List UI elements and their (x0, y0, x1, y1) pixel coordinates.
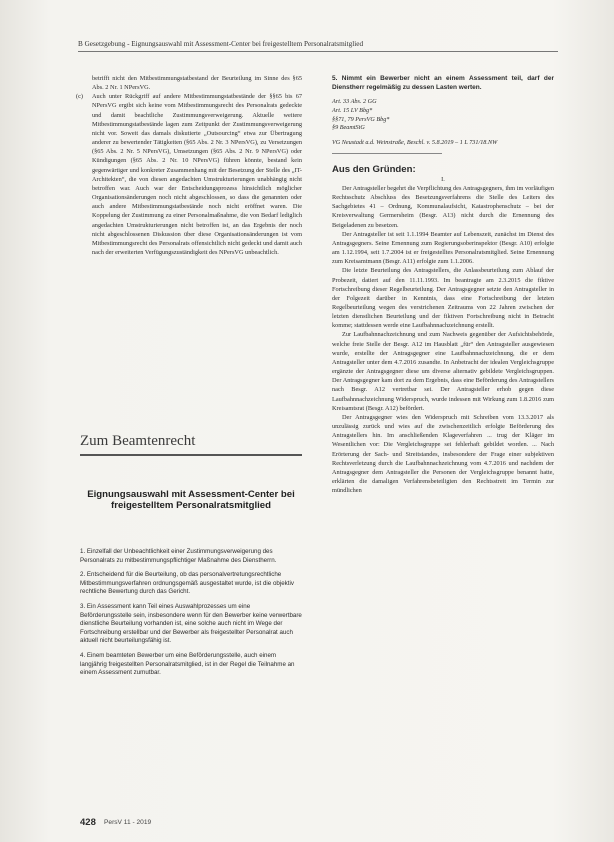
citation-rule (332, 153, 442, 154)
headnote-4: 4. Einem beamteten Bewerber um eine Beförderungsstelle, auch einem langjährig freigestellten Personalratsmitglied, ist in der Regel die Teilnahme an einem Assessment zumutbar. (80, 651, 295, 677)
item-c-text: Auch unter Rückgriff auf andere Mitbestimmungstatbestände der §§65 bis 67 NPersVG ergibt sich keine vom Mitbestimmungsrecht des Personalrats gedeckte und damit beachtliche Zustimmungsverweigerung. Aktuelle weitere Mitbestimmungstatbestände lagen zum Zeitpunkt der Zustimmungsverweigerung nicht vor. Soweit das damals diskutierte „Outsourcing“ etwa zur Übertragung anderer zu bewertender Tätigkeiten (§65 Abs. 2 Nr. 3 NPersVG), zu Versetzungen (§65 Abs. 2 Nr. 5 NPersVG), Umsetzungen (§65 Abs. 2 Nr. 9 NPersVG) oder Kündigungen (§65 Abs. 2 Nr. 10 NPersVG) führen könnte, bestand kein gegenwärtiger und konkreter Zusammenhang mit der Besetzung der Stelle des „IT-Architekten“, die von diesen angedachten Umstrukturierungen unabhängig nicht betroffen war. Auch war der Entscheidungsprozess hinsichtlich möglicher Organisationsänderungen noch nicht abgeschlossen, so dass die genannten oder auch andere Mitbestimmungstatbestände noch nicht eröffnet waren. Die Koppelung der Zustimmung zu einer Personalmaßnahme, die von Bedarf lediglich angedachten Umstrukturierungen nicht betroffen ist, an das Ergebnis der noch nicht abgeschlossenen Diskussion über diese Organisationsänderungen ist vom Mitbestimmungsrecht des Personalrats offensichtlich nicht gedeckt und damit auch nach der erweiterten Verfügungszuständigkeit des NPersVG unbeachtlich. (92, 93, 302, 256)
continuation-body: betrifft nicht den Mitbestimmungstatbestand der Beurteilung im Sinne des §65 Abs. 2 Nr. 1 NPersVG. (92, 75, 302, 92)
paragraph: Der Antragsgegner wies den Widerspruch mit Schreiben vom 13.3.2017 als unzulässig zurück und wies auf die zwischenzeitlich erfolgte Beförderung des Antragstellers hin. Im anschließenden Klageverfahren ... trug der Kläger im Wesentlichen vor: Die Vergleichsgruppe sei fehlerhaft gebildet worden. ... Nach Erörterung der Sach- und Streitstandes, insbesondere der Frage einer subjektiven Rechtsverletzung durch die Laufbahnnachzeichnung vom 4.7.2016 und nachdem der Antragsgegner dem Antragsteller die Personen der Vergleichsgruppe benannt hatte, erklärten die damaligen Verfahrensbeteiligten den Rechtsstreit im Termin zur mündlichen (332, 413, 554, 495)
section-title: Zum Beamtenrecht (80, 433, 196, 449)
norm-item: Art. 33 Abs. 2 GG (332, 98, 377, 105)
section-rule (80, 454, 302, 456)
running-head: B Gesetzgebung - Eignungsauswahl mit Assessment-Center bei freigestelltem Personalratsmitglied (78, 40, 364, 48)
page-number: 428 (80, 817, 96, 828)
headnote-3: 3. Ein Assessment kann Teil eines Auswahlprozesses um eine Beförderungsstelle sein, insbesondere wenn für den Bewerber keine verwertbare dienstliche Beurteilung vorhanden ist, eine solche auch nicht im Wege der Fortschreibung erstellbar und der Bewerber als freigestellter Personalrat auch aktuell nicht beurteilungsfähig ist. (80, 602, 302, 645)
paragraph: Zur Laufbahnnachzeichnung und zum Nachweis gegenüber der Aufsichtsbehörde, welche freie Stelle der Besgr. A12 im Hausblatt „für“ den Antragsteller ausgewiesen wurde, erstellte der Antragsgegner eine Laufbahnnachzeichnung, die er dem Antragsteller unter dem 4.7.2016 zusandte. In Anbetracht der idealen Vergleichsgruppe ergänzte der Antragsgegner diese um diverse alternativ gebildete Vergleichsgruppen. Der Antragsgegner kam dort zu dem Ergebnis, dass eine Beförderung des Antragstellers nach Besgr. A12 vertretbar sei. Der Antragsteller erhob gegen diese Laufbahnnachzeichnung Widerspruch, wurde indessen mit Wirkung zum 1.8.2016 zum Kreisamtsrat (Besgr. A12) befördert. (332, 331, 554, 412)
norms-list (332, 98, 554, 133)
item-c-label: (c) (76, 93, 83, 101)
norm-item: Art. 15 LV Bbg* (332, 106, 373, 114)
header-rule (78, 51, 558, 52)
headnote-2: 2. Entscheidend für die Beurteilung, ob das personalvertretungsrechtliche Mitbestimmungsverfahren ordnungsgemäß ausgestaltet wurde, ist die objektiv rechtliche Bewertung durch das Gericht. (80, 571, 294, 596)
paragraph: Die letzte Beurteilung des Antragstellers, die Anlassbeurteilung zum Ablauf der Probezeit, datiert auf den 11.11.1993. Im beantragte am 2.3.2015 die fiktive Fortschreibung dieser Regelbeurteilung. Der Antragsgegner setzte den Antragsteller in der Folgezeit darüber in Kenntnis, dass eine Fortschreibung der letzten Regelbeurteilung wegen des verstrichenen Zeitraums von 22 Jahren zwischen der letzten dienstlichen Beurteilung und der fiktiven Fortschreibung nicht in Betracht komme; stattdessen werde eine Laufbahnnachzeichnung erstellt. (332, 267, 554, 330)
norm-item: §§71, 79 PersVG Bbg* (332, 115, 390, 123)
headnote-5: 5. Nimmt ein Bewerber nicht an einem Assessment teil, darf der Dienstherr regelmäßig zu dessen Lasten werten. (332, 75, 554, 91)
court-citation: VG Neustadt a.d. Weinstraße, Beschl. v. 5.8.2019 – 1 L 731/18.NW (332, 139, 498, 147)
right-column (332, 74, 554, 495)
continuation-text (80, 74, 302, 92)
headnote-1: 1. Einzelfall der Unbeachtlichkeit einer Zustimmungsverweigerung des Personalrats zu mitbestimmungspflichtiger Maßnahme des Dienstherrn. (80, 548, 277, 564)
roman-numeral: I. (441, 175, 445, 183)
item-c (76, 92, 302, 257)
headnotes (80, 548, 302, 684)
article-title: Eignungsauswahl mit Assessment-Center bei freigestelltem Personalratsmitglied (87, 489, 295, 512)
left-column (76, 74, 302, 257)
paragraph: Der Antragsteller ist seit 1.1.1994 Beamter auf Lebenszeit, zunächst im Dienst des Antragsgegners. Seine Ernennung zum Regierungsoberinspektor (Besgr. A10) erfolgte am 1.12.1994, seit 1.7.2004 ist er freigestelltes Personalratsmitglied. Seine Ernennung zum Kreisamtmann (Besgr. A11) erfolgte zum 1.1.2006. (332, 230, 554, 266)
norm-item: §9 BeamtStG (332, 124, 365, 132)
reasons-title: Aus den Gründen: (332, 163, 416, 175)
paragraph: Der Antragsteller begehrt die Verpflichtung des Antragsgegners, ihm im vorläufigen Rechtsschutz Abschluss des Besetzungsverfahrens die Stelle des Leiters des Sachgebietes 41 – Ordnung, Kommunalaufsicht, Katastrophenschutz – bei der Kreisverwaltung Germersheim (Besgr. A13) nicht durch die Ernennung des Beigeladenen zu besetzen. (332, 184, 554, 229)
journal-issue: PersV 11 - 2019 (104, 818, 152, 826)
